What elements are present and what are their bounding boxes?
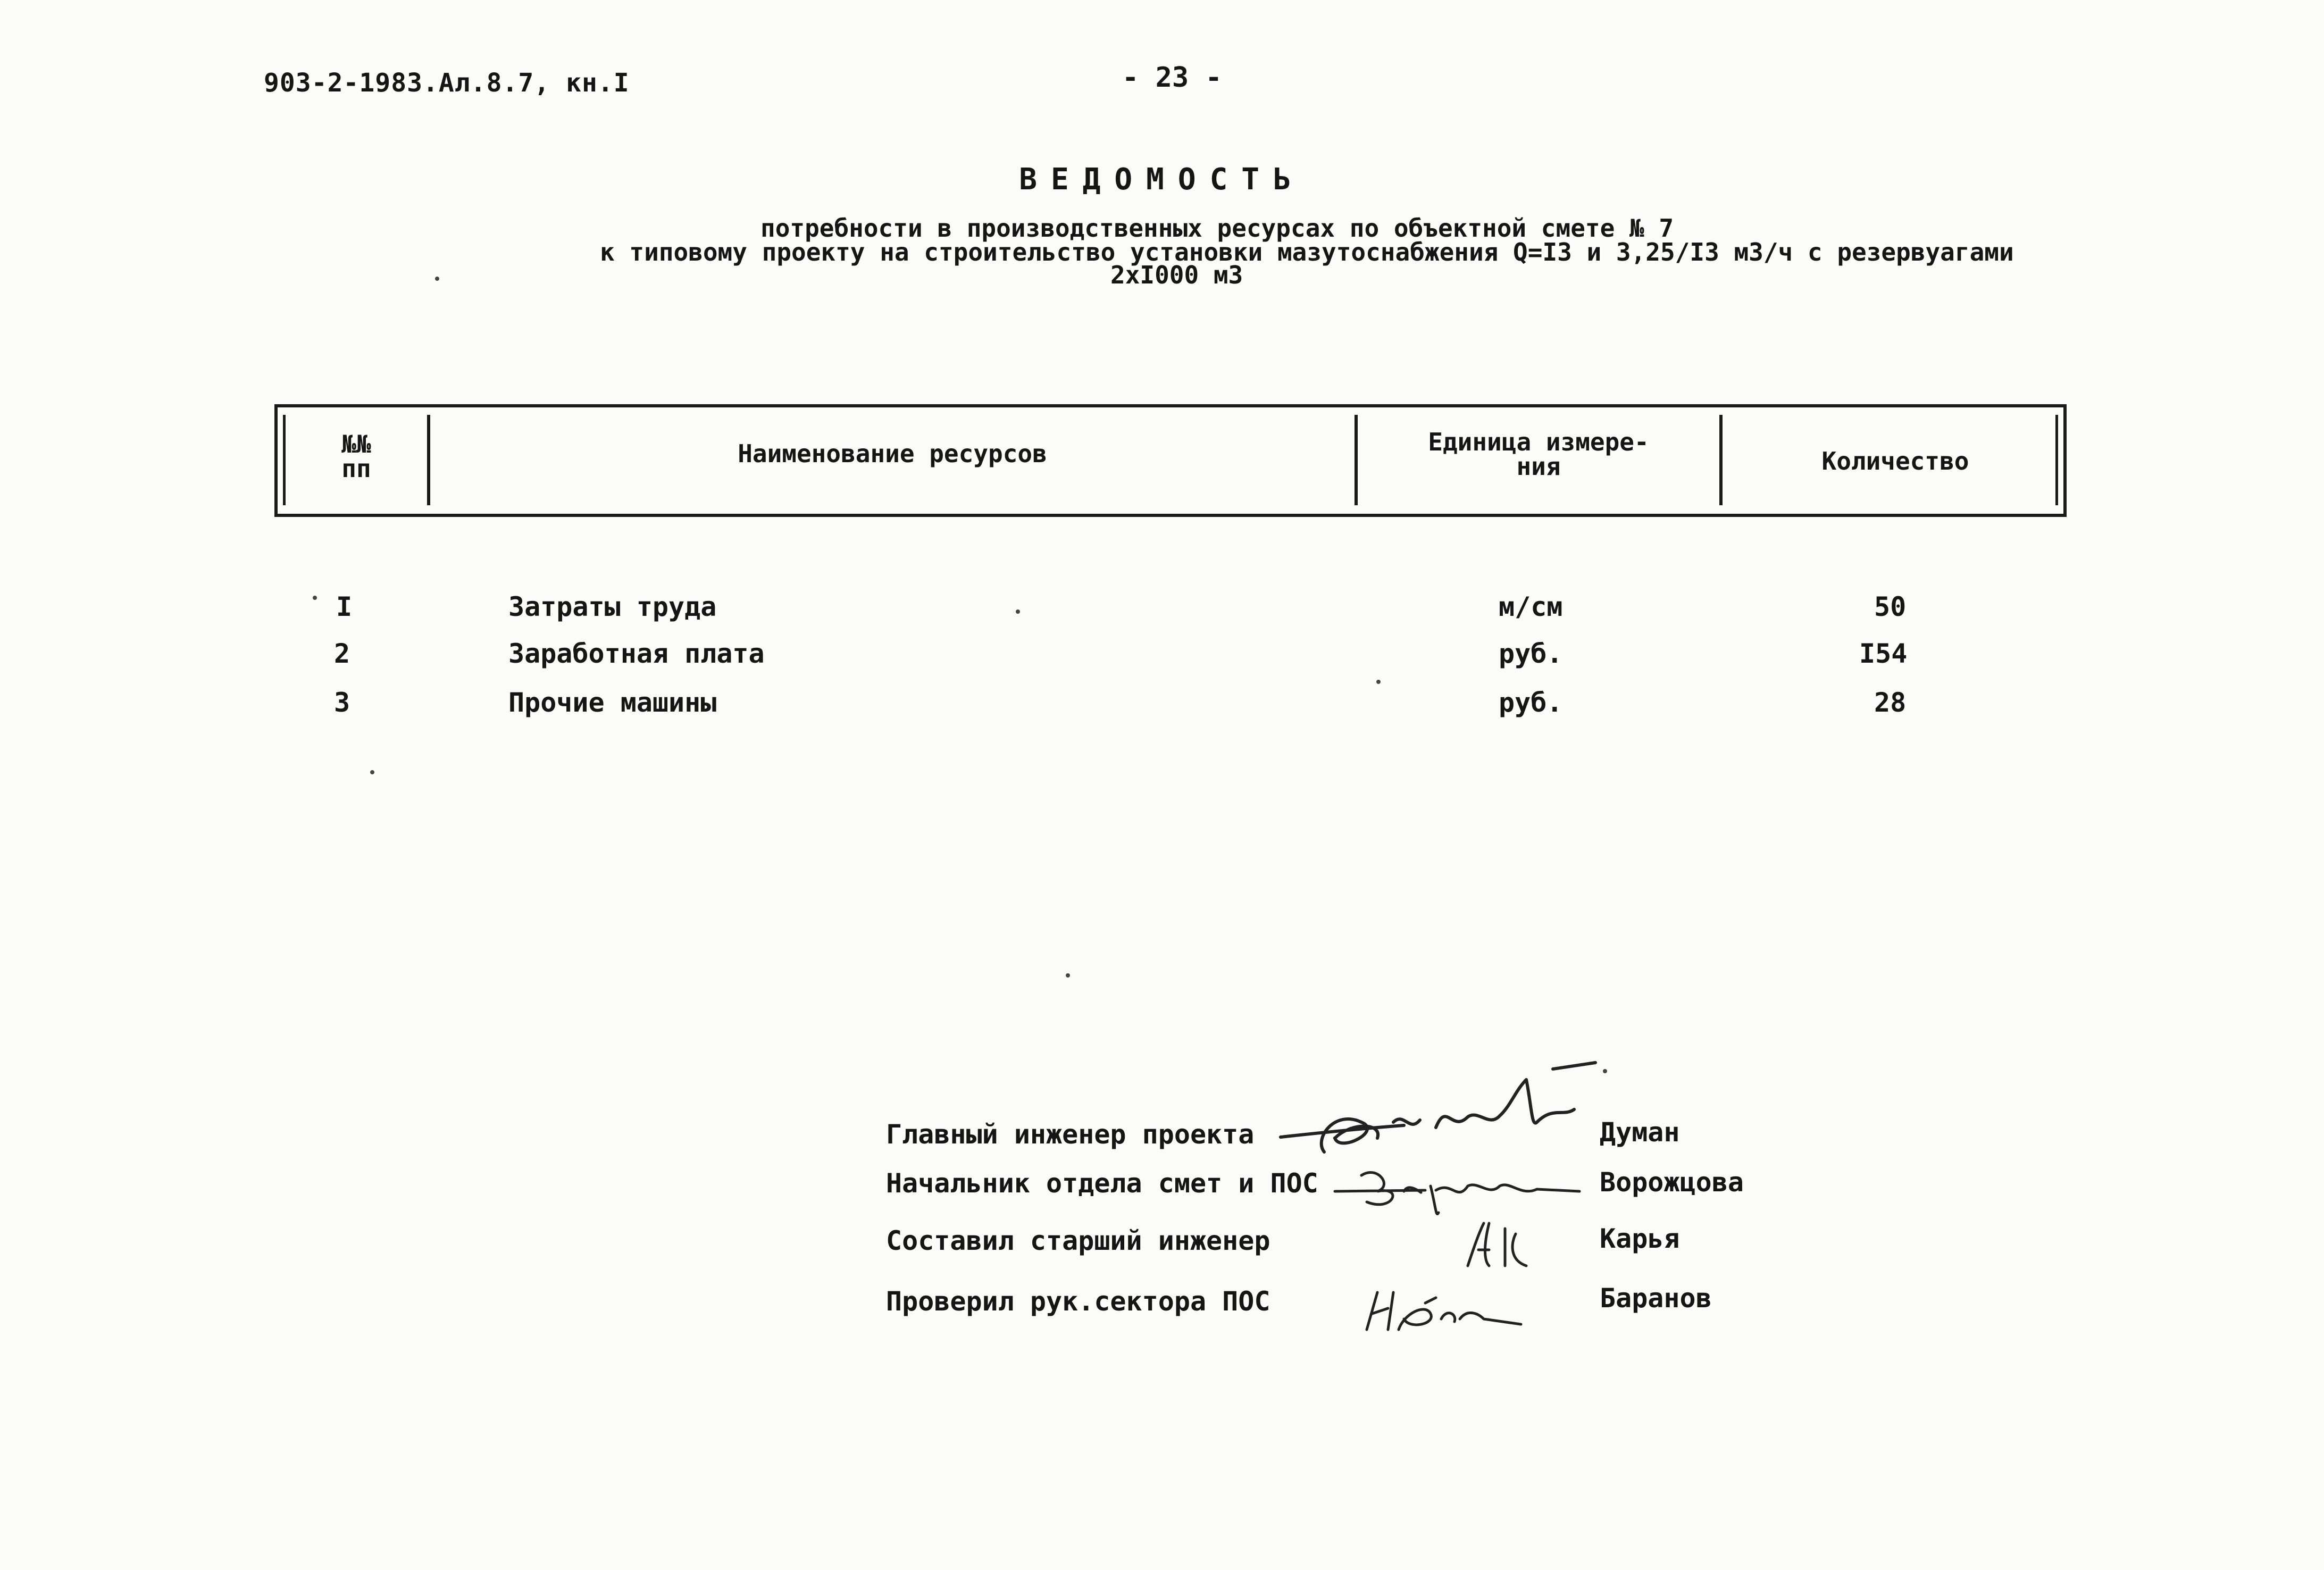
signature-role: Составил старший инженер: [886, 1225, 1270, 1256]
signature-name: Думан: [1600, 1117, 1680, 1148]
scan-speck: [313, 596, 317, 600]
row-qty: I54: [1859, 638, 1908, 669]
row-num: 3: [334, 687, 350, 718]
document-title: ВЕДОМОСТЬ: [1019, 162, 1305, 197]
signature-name: Ворожцова: [1600, 1167, 1744, 1198]
header-num: №№ пп: [341, 430, 371, 483]
scan-speck: [435, 277, 439, 281]
scan-speck: [1016, 609, 1020, 614]
row-num: I: [336, 591, 353, 622]
header-unit: Единица измере- ния: [1428, 428, 1649, 481]
subtitle-line-1: потребности в производственных ресурсах по объектной смете № 7: [760, 214, 1674, 243]
row-name: Затраты труда: [508, 591, 717, 622]
scan-speck: [1066, 973, 1070, 978]
document-reference: 903-2-1983.Ал.8.7, кн.I: [264, 68, 630, 98]
scan-speck: [1376, 680, 1381, 684]
header-qty: Количество: [1821, 447, 1969, 475]
row-unit: руб.: [1499, 687, 1563, 718]
signature-mark: [1361, 1282, 1532, 1340]
signature-name: Карья: [1600, 1223, 1680, 1254]
subtitle-line-3: 2хI000 м3: [1110, 261, 1243, 289]
row-name: Заработная плата: [508, 638, 765, 669]
signature-role: Проверил рук.сектора ПОС: [886, 1286, 1270, 1317]
subtitle-line-2: к типовому проекту на строительство установки мазутоснабжения Q=I3 и 3,25/I3 м3/ч с резервуагами: [600, 238, 2014, 266]
signature-role: Главный инженер проекта: [886, 1119, 1255, 1150]
row-name: Прочие машины: [508, 687, 717, 718]
signature-mark: [1330, 1159, 1595, 1218]
scan-speck: [1603, 1069, 1607, 1073]
signature-mark: [1276, 1058, 1606, 1165]
row-unit: руб.: [1499, 638, 1563, 669]
row-qty: 50: [1874, 591, 1907, 622]
scan-speck: [370, 770, 374, 774]
row-qty: 28: [1874, 687, 1907, 718]
header-name: Наименование ресурсов: [738, 439, 1047, 468]
signature-role: Начальник отдела смет и ПОС: [886, 1168, 1318, 1199]
signature-mark: [1457, 1218, 1542, 1276]
row-num: 2: [334, 638, 350, 669]
row-unit: м/см: [1499, 591, 1563, 622]
table-header: [274, 404, 2067, 517]
page-number: - 23 -: [1122, 62, 1222, 94]
signature-name: Баранов: [1600, 1283, 1712, 1314]
